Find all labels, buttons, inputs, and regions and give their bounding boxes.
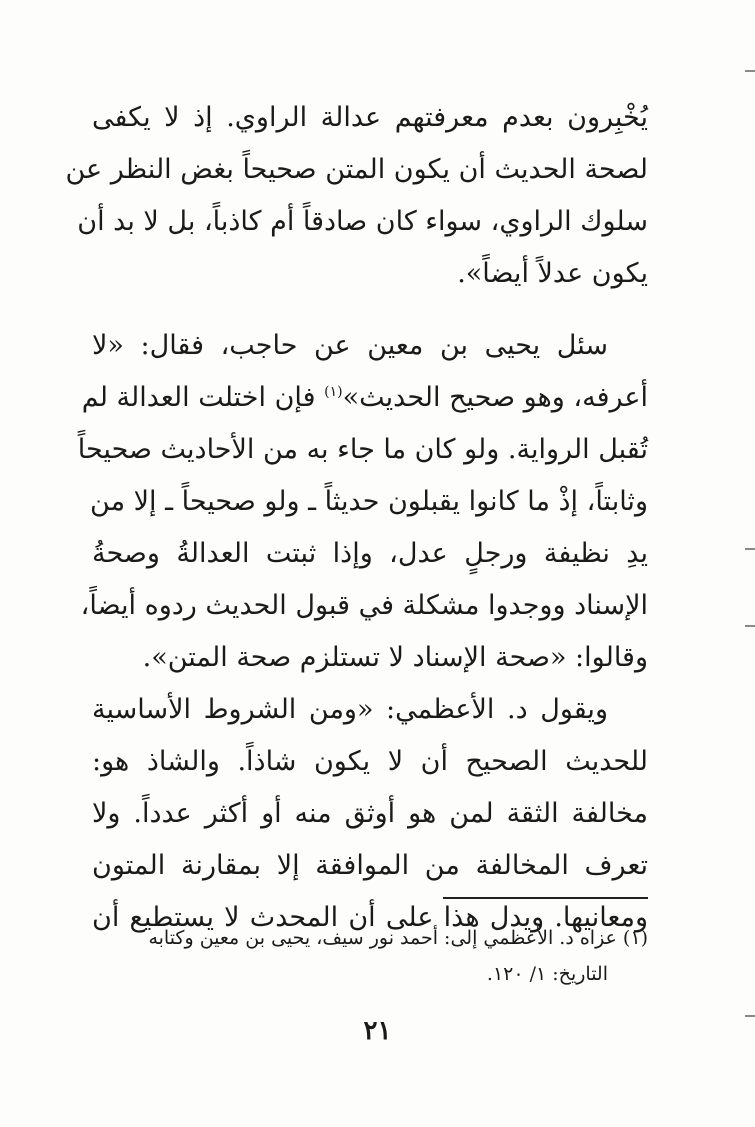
text-line: لصحة الحديث أن يكون المتن صحيحاً بغض النظر عن — [65, 154, 648, 185]
text-line: تُقبل الرواية. ولو كان ما جاء به من الأحاديث صحيحاً — [77, 434, 648, 465]
text-line: ويقول د. الأعظمي: «ومن الشروط الأساسية — [92, 694, 608, 725]
text-segment: فإن اختلت العدالة لم — [81, 382, 325, 413]
text-segment: أعرفه، وهو صحيح الحديث» — [342, 382, 648, 413]
text-line: سلوك الراوي، سواء كان صادقاً أم كاذباً، بل لا بد أن — [77, 206, 648, 237]
text-line: ومعانيها. ويدل هذا على أن المحدث لا يستطيع أن — [92, 902, 648, 933]
scan-edge-mark — [745, 548, 755, 550]
footnote-line: (١) عزاه د. الأعظمي إلى: أحمد نور سيف، يحيى بن معين وكتابه — [148, 927, 648, 949]
footnote — [92, 920, 648, 992]
main-text — [65, 92, 648, 944]
text-line: للحديث الصحيح أن لا يكون شاذاً. والشاذ هو: — [92, 746, 648, 777]
scan-edge-mark — [745, 1015, 755, 1017]
scan-edge-mark — [745, 70, 755, 72]
text-line — [81, 372, 648, 424]
text-line: تعرف المخالفة من الموافقة إلا بمقارنة المتون — [92, 850, 648, 881]
text-line: الإسناد ووجدوا مشكلة في قبول الحديث ردوه أيضاً، — [80, 590, 648, 621]
text-line: يُخْبِرون بعدم معرفتهم عدالة الراوي. إذ لا يكفى — [92, 102, 648, 133]
text-line: وقالوا: «صحة الإسناد لا تستلزم صحة المتن». — [142, 642, 648, 673]
text-line: وثابتاً، إذْ ما كانوا يقبلون حديثاً ـ ولو صحيحاً ـ إلا من — [90, 486, 648, 517]
footnote-line: التاريخ: ١/ ١٢٠. — [486, 963, 608, 985]
page-number: ٢١ — [363, 1016, 392, 1046]
scan-edge-mark — [745, 625, 755, 627]
footnote-reference[interactable]: (١) — [324, 384, 343, 400]
text-line: يدِ نظيفة ورجلٍ عدل، وإذا ثبتت العدالةُ وصحةُ — [92, 538, 648, 569]
footnote-divider — [443, 897, 648, 899]
text-line: سئل يحيى بن معين عن حاجب، فقال: «لا — [92, 330, 608, 361]
text-line: مخالفة الثقة لمن هو أوثق منه أو أكثر عدداً. ولا — [92, 798, 648, 829]
text-line: يكون عدلاً أيضاً». — [457, 258, 648, 289]
